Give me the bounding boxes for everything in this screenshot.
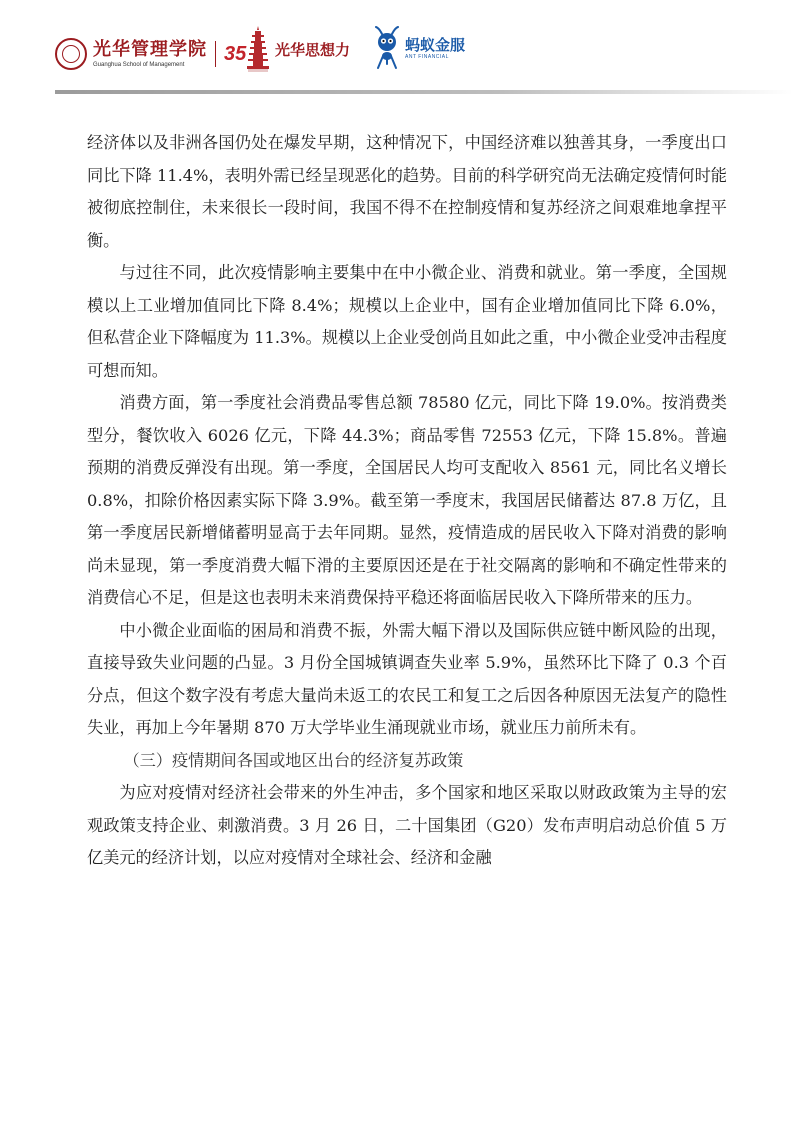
paragraph-impact-sectors: 与过往不同，此次疫情影响主要集中在中小微企业、消费和就业。第一季度，全国规模以上工业增加值同比下降 8.4%；规模以上企业中，国有企业增加值同比下降 6.0%，但私营企业下降幅度为 11.3%。规模以上企业受创尚且如此之重，中小微企业受冲击程度可想而知。 (87, 263, 727, 380)
ant-mascot-icon (373, 26, 401, 72)
guanghua-logo-en: Guanghua School of Management (93, 61, 185, 68)
paragraph-employment: 中小微企业面临的困局和消费不振，外需大幅下滑以及国际供应链中断风险的出现，直接导致失业问题的凸显。3 月份全国城镇调查失业率 5.9%，虽然环比下降了 0.3 个百分点，但这个数字没有考虑大量尚未返工的农民工和复工之后因各种原因无法复产的隐性失业，再加上今年暑期 870 万大学毕业生涌现就业市场，就业压力前所未有。 (87, 620, 727, 737)
section-heading: （三）疫情期间各国或地区出台的经济复苏政策 (123, 750, 464, 770)
paragraph-continued: 经济体以及非洲各国仍处在爆发早期，这种情况下，中国经济难以独善其身，一季度出口同比下降 11.4%，表明外需已经呈现恶化的趋势。目前的科学研究尚无法确定疫情何时能被彻底控制住，未来很长一段时间，我国不得不在控制疫情和复苏经济之间艰难地拿捏平衡。 (87, 133, 727, 250)
guanghua-logo-text (93, 38, 207, 68)
guanghua-thought-logo (247, 26, 350, 72)
pagoda-tower-icon (247, 26, 269, 72)
ant-financial-en: ANT FINANCIAL (405, 54, 449, 60)
paragraph-consumption: 消费方面，第一季度社会消费品零售总额 78580 亿元，同比下降 19.0%。按消费类型分，餐饮收入 6026 亿元，下降 44.3%；商品零售 72553 亿元，下降 15.8%。普遍预期的消费反弹没有出现。第一季度，全国居民人均可支配收入 8561 元，同比名义增长 0.8%，扣除价格因素实际下降 3.9%。截至第一季度末，我国居民储蓄达 87.8 万亿，且第一季度居民新增储蓄明显高于去年同期。显然，疫情造成的居民收入下降对消费的影响尚未显现，第一季度消费大幅下滑的主要原因还是在于社交隔离的影响和不确定性带来的消费信心不足，但是这也表明未来消费保持平稳还将面临居民收入下降所带来的压力。 (87, 393, 727, 607)
ant-financial-text (405, 38, 465, 60)
guanghua-thought-text: 光华思想力 (275, 40, 351, 59)
page-header (0, 0, 793, 100)
ant-financial-logo (373, 26, 465, 72)
anniversary-35-logo: 35 (224, 42, 247, 65)
guanghua-logo (55, 36, 246, 72)
logo-divider (215, 41, 216, 67)
paragraph-recovery-policy: 为应对疫情对经济社会带来的外生冲击，多个国家和地区采取以财政政策为主导的宏观政策支持企业、刺激消费。3 月 26 日，二十国集团（G20）发布声明启动总价值 5 万亿美元的经济计划，以应对疫情对全球社会、经济和金融 (87, 783, 727, 867)
peking-university-seal-icon (55, 38, 87, 70)
guanghua-logo-cn: 光华管理学院 (93, 38, 207, 60)
document-body (87, 127, 727, 875)
header-rule (55, 90, 793, 94)
ant-financial-cn: 蚂蚁金服 (405, 36, 466, 54)
